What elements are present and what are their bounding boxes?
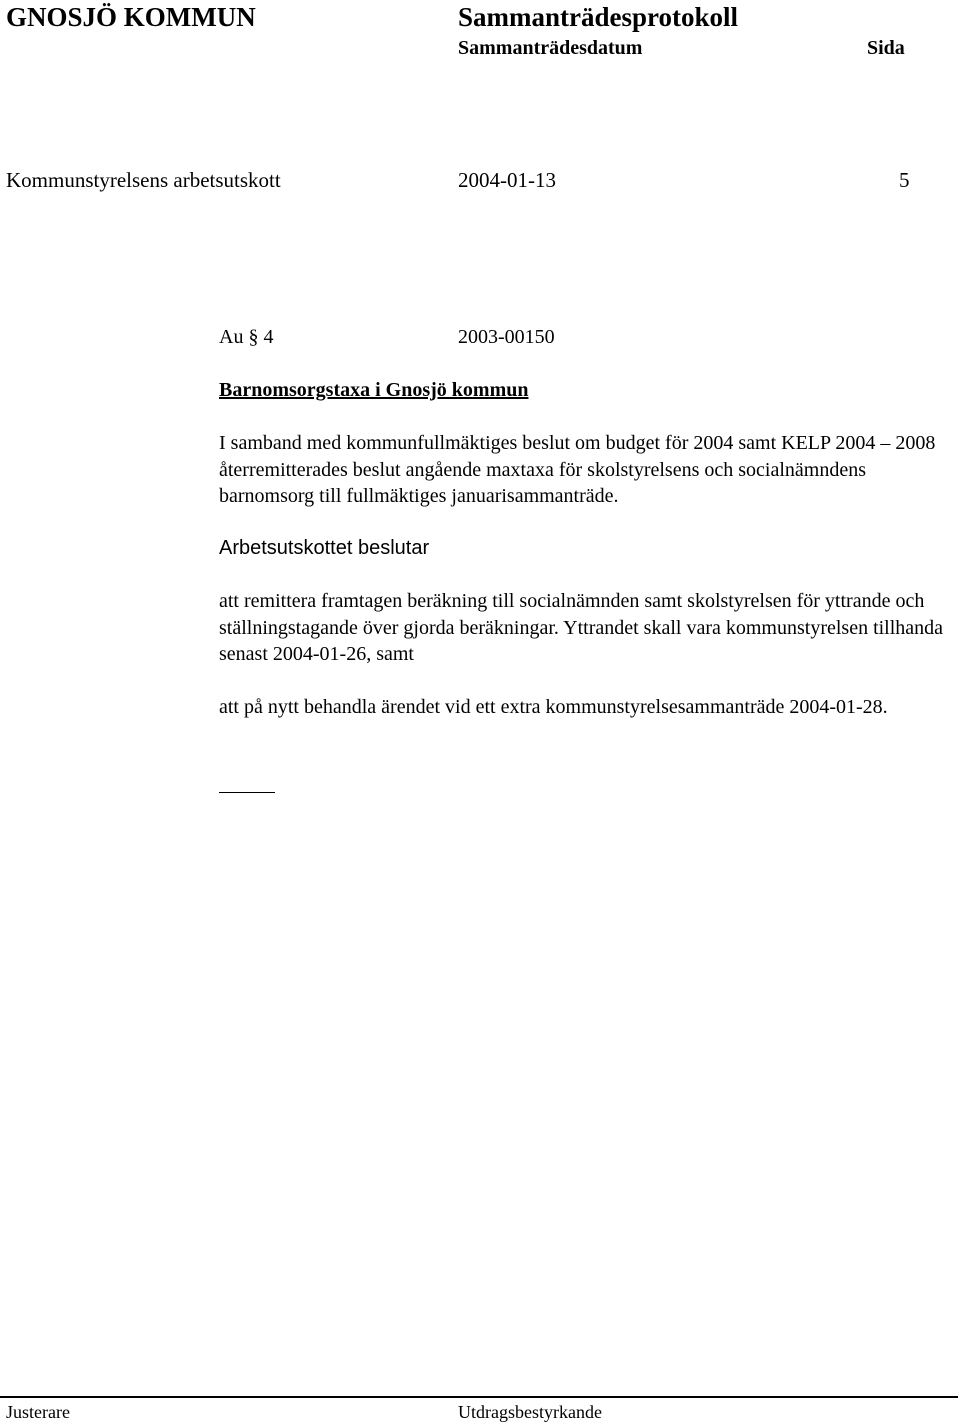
decision-paragraph-2: att på nytt behandla ärendet vid ett extra kommunstyrelsesammanträde 2004-01-28. [219,696,888,718]
paragraph-number: Au § 4 [219,326,274,348]
document-type: Sammanträdesprotokoll [458,2,739,32]
page-label: Sida [867,37,905,59]
item-title: Barnomsorgstaxa i Gnosjö kommun [219,379,529,401]
justerare-label: Justerare [6,1402,70,1422]
decision-paragraph-1: att remittera framtagen beräkning till socialnämnden samt skolstyrelsen för yttrande och ställningstagande över gjorda beräkningar. Yttrandet skall vara kommunstyrelsen tillhanda senast 2004-01-26, samt [219,590,944,665]
end-separator [219,792,275,793]
intro-paragraph: I samband med kommunfullmäktiges beslut om budget för 2004 samt KELP 2004 – 2008 återremitterades beslut angående maxtaxa för skolstyrelsens och socialnämndens barnomsorg till fullmäktiges januarisammanträde. [219,432,936,507]
case-number: 2003-00150 [458,326,555,348]
meeting-body: Kommunstyrelsens arbetsutskott [6,168,281,192]
organization-name: GNOSJÖ KOMMUN [6,2,256,32]
footer-rule [0,1396,958,1398]
meeting-date: 2004-01-13 [458,168,556,192]
date-label: Sammanträdesdatum [458,37,643,59]
utdragsbestyrkande-label: Utdragsbestyrkande [458,1402,602,1422]
page-number: 5 [899,168,910,192]
decision-heading: Arbetsutskottet beslutar [219,537,430,559]
